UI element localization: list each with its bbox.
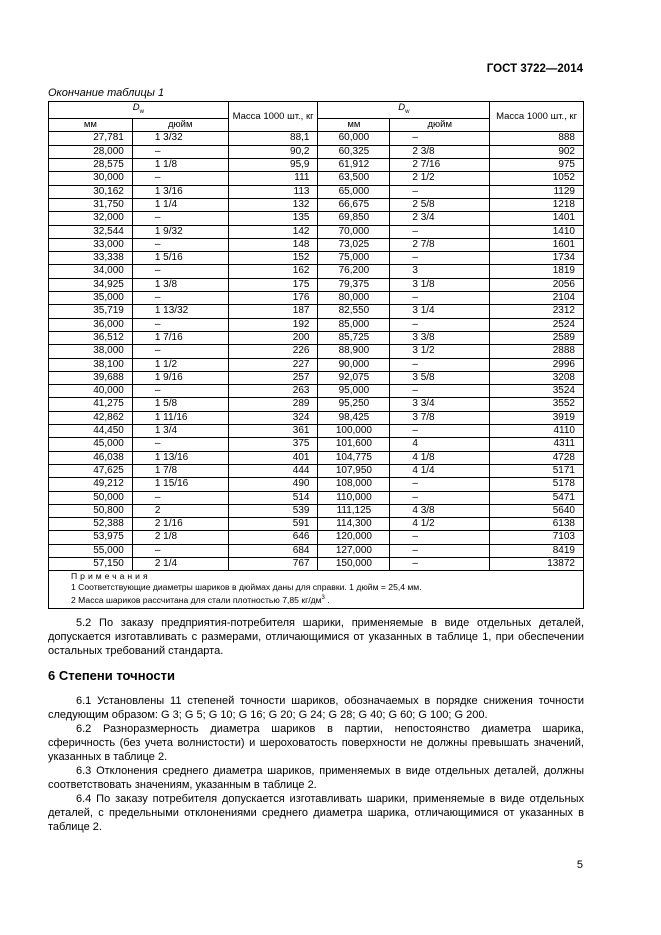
cell-inch: 2 1/8: [132, 531, 228, 544]
cell-mm: 45,000: [49, 438, 133, 451]
table-row: [49, 345, 584, 358]
cell-mm: 33,000: [49, 238, 133, 251]
cell-mass: 227: [228, 358, 318, 371]
cell-inch: 1 5/16: [132, 252, 228, 265]
table-row: [49, 318, 584, 331]
cell-mass-2: 1819: [490, 265, 584, 278]
cell-mass: 95,9: [228, 159, 318, 172]
table-row: [49, 305, 584, 318]
cell-inch-2: 3 1/8: [390, 278, 490, 291]
cell-mm: 44,450: [49, 425, 133, 438]
table-row: [49, 411, 584, 424]
cell-mass-2: 975: [490, 159, 584, 172]
cell-mass: 152: [228, 252, 318, 265]
cell-inch: 1 13/16: [132, 451, 228, 464]
cell-inch-2: 4 1/4: [390, 464, 490, 477]
cell-mass-2: 902: [490, 145, 584, 158]
cell-mm-2: 61,912: [318, 159, 390, 172]
cell-mm-2: 101,600: [318, 438, 390, 451]
cell-mm: 35,719: [49, 305, 133, 318]
cell-mass: 175: [228, 278, 318, 291]
cell-mm-2: 95,000: [318, 385, 390, 398]
paragraph-5-2-block: [48, 616, 584, 658]
cell-mass-2: 1129: [490, 185, 584, 198]
cell-mm: 57,150: [49, 557, 133, 570]
cell-mm-2: 108,000: [318, 478, 390, 491]
cell-mm-2: 76,200: [318, 265, 390, 278]
table-row: [49, 265, 584, 278]
cell-mass-2: 1734: [490, 252, 584, 265]
cell-mass-2: 2888: [490, 345, 584, 358]
cell-mass: 88,1: [228, 132, 318, 145]
table-row: [49, 464, 584, 477]
cell-mm: 49,212: [49, 478, 133, 491]
cell-mm: 50,000: [49, 491, 133, 504]
cell-inch: 2: [132, 504, 228, 517]
cell-mass: 90,2: [228, 145, 318, 158]
cell-inch: 1 15/16: [132, 478, 228, 491]
table-row: [49, 557, 584, 570]
document-header: ГОСТ 3722—2014: [486, 63, 583, 75]
mass-header-left: Масса 1000 шт., кг: [228, 102, 318, 132]
cell-inch: 1 3/32: [132, 132, 228, 145]
table-row: [49, 145, 584, 158]
cell-mass: 142: [228, 225, 318, 238]
cell-mass-2: 1601: [490, 238, 584, 251]
table-row: [49, 398, 584, 411]
cell-inch: 1 9/16: [132, 371, 228, 384]
table-row: [49, 252, 584, 265]
cell-inch: 1 7/8: [132, 464, 228, 477]
cell-mm: 55,000: [49, 544, 133, 557]
cell-mass-2: 2104: [490, 292, 584, 305]
paragraph-5-2: 5.2 По заказу предприятия-потребителя шарики, применяемые в виде отдельных деталей, допускается изготавливать с размерами, отличающимися от указанных в таблице 1, при обеспечении остальных требований стандарта.: [48, 617, 584, 657]
cell-inch-2: 3 1/4: [390, 305, 490, 318]
cell-mass: 113: [228, 185, 318, 198]
cell-mass: 257: [228, 371, 318, 384]
cell-inch-2: 4 1/2: [390, 518, 490, 531]
cell-mm: 30,162: [49, 185, 133, 198]
cell-inch-2: –: [390, 132, 490, 145]
cell-inch: –: [132, 172, 228, 185]
cell-mm: 41,275: [49, 398, 133, 411]
note-1: 1 Соответствующие диаметры шариков в дюймах даны для справки. 1 дюйм = 25,4 мм.: [71, 582, 422, 593]
cell-mm-2: 79,375: [318, 278, 390, 291]
cell-inch-2: 4: [390, 438, 490, 451]
cell-mass-2: 2312: [490, 305, 584, 318]
table-row: [49, 451, 584, 464]
notes-title: Примечания: [71, 571, 151, 582]
cell-mm-2: 60,000: [318, 132, 390, 145]
cell-mass-2: 13872: [490, 557, 584, 570]
cell-mm-2: 111,125: [318, 504, 390, 517]
cell-inch: –: [132, 438, 228, 451]
cell-mm: 46,038: [49, 451, 133, 464]
cell-inch: –: [132, 345, 228, 358]
cell-inch-2: –: [390, 491, 490, 504]
cell-mass-2: 1410: [490, 225, 584, 238]
cell-inch-2: –: [390, 358, 490, 371]
cell-mass: 646: [228, 531, 318, 544]
cell-inch: 1 7/16: [132, 331, 228, 344]
table-row: [49, 385, 584, 398]
table-row: [49, 238, 584, 251]
cell-mass-2: 6138: [490, 518, 584, 531]
cell-mm-2: 70,000: [318, 225, 390, 238]
cell-inch: –: [132, 265, 228, 278]
cell-inch: –: [132, 544, 228, 557]
table-row: [49, 212, 584, 225]
cell-inch: 1 13/32: [132, 305, 228, 318]
cell-mm: 35,000: [49, 292, 133, 305]
section-title: 6 Степени точности: [48, 668, 175, 683]
cell-mm: 31,750: [49, 198, 133, 211]
cell-mm-2: 60,325: [318, 145, 390, 158]
cell-mm: 36,000: [49, 318, 133, 331]
cell-inch: 1 1/8: [132, 159, 228, 172]
cell-mm: 50,800: [49, 504, 133, 517]
cell-mm-2: 127,000: [318, 544, 390, 557]
cell-inch-2: –: [390, 531, 490, 544]
cell-mm: 32,000: [49, 212, 133, 225]
table-notes: [49, 571, 584, 608]
cell-mass: 187: [228, 305, 318, 318]
cell-inch: –: [132, 238, 228, 251]
cell-mm-2: 104,775: [318, 451, 390, 464]
cell-mass-2: 8419: [490, 544, 584, 557]
cell-mass: 135: [228, 212, 318, 225]
cell-mm: 34,925: [49, 278, 133, 291]
table-row: [49, 491, 584, 504]
cell-inch: 1 11/16: [132, 411, 228, 424]
dw-header-right: $D_w$: [318, 102, 490, 119]
cell-mass-2: 7103: [490, 531, 584, 544]
unit-mm-left: мм: [49, 119, 133, 132]
cell-mass: 490: [228, 478, 318, 491]
cell-inch-2: 2 3/4: [390, 212, 490, 225]
cell-inch-2: 3 3/4: [390, 398, 490, 411]
cell-mass-2: 3208: [490, 371, 584, 384]
cell-inch-2: –: [390, 292, 490, 305]
cell-mm-2: 65,000: [318, 185, 390, 198]
cell-mass-2: 5471: [490, 491, 584, 504]
table-caption: Окончание таблицы 1: [48, 87, 165, 99]
cell-inch-2: 2 7/16: [390, 159, 490, 172]
cell-inch-2: –: [390, 318, 490, 331]
cell-inch-2: –: [390, 425, 490, 438]
cell-mass: 375: [228, 438, 318, 451]
cell-inch-2: 2 7/8: [390, 238, 490, 251]
cell-inch-2: 4 3/8: [390, 504, 490, 517]
cell-inch: 2 1/16: [132, 518, 228, 531]
cell-inch-2: –: [390, 385, 490, 398]
cell-inch-2: 2 1/2: [390, 172, 490, 185]
mass-header-right: Масса 1000 шт., кг: [490, 102, 584, 132]
cell-mm-2: 85,000: [318, 318, 390, 331]
page-number: 5: [576, 859, 583, 871]
cell-mm: 30,000: [49, 172, 133, 185]
cell-mm: 52,388: [49, 518, 133, 531]
cell-mass: 162: [228, 265, 318, 278]
cell-mm: 53,975: [49, 531, 133, 544]
cell-inch-2: 4 1/8: [390, 451, 490, 464]
table-row: [49, 132, 584, 145]
cell-mm: 42,862: [49, 411, 133, 424]
cell-mass: 361: [228, 425, 318, 438]
cell-mass-2: 5178: [490, 478, 584, 491]
cell-mass: 539: [228, 504, 318, 517]
cell-mm-2: 75,000: [318, 252, 390, 265]
table-row: [49, 504, 584, 517]
cell-mm: 27,781: [49, 132, 133, 145]
cell-mm-2: 90,000: [318, 358, 390, 371]
cell-mm: 39,688: [49, 371, 133, 384]
cell-inch: 1 1/4: [132, 198, 228, 211]
cell-inch-2: 2 5/8: [390, 198, 490, 211]
cell-inch: –: [132, 385, 228, 398]
cell-mass: 684: [228, 544, 318, 557]
cell-inch: 1 5/8: [132, 398, 228, 411]
cell-mass: 226: [228, 345, 318, 358]
cell-mass-2: 1218: [490, 198, 584, 211]
cell-mass: 591: [228, 518, 318, 531]
cell-mass: 324: [228, 411, 318, 424]
cell-mass: 132: [228, 198, 318, 211]
cell-inch: 1 1/2: [132, 358, 228, 371]
cell-mass: 444: [228, 464, 318, 477]
cell-mm: 34,000: [49, 265, 133, 278]
paragraph-6-4: 6.4 По заказу потребителя допускается изготавливать шарики, применяемые в виде отдельных деталей, с предельными отклонениями среднего диаметра шарика, отличающимися от указанных в таблице 2.: [48, 793, 584, 833]
table-row: [49, 172, 584, 185]
cell-inch-2: –: [390, 544, 490, 557]
cell-mm-2: 92,075: [318, 371, 390, 384]
cell-inch: –: [132, 145, 228, 158]
cell-mm-2: 66,675: [318, 198, 390, 211]
cell-inch-2: 2 3/8: [390, 145, 490, 158]
table-row: [49, 198, 584, 211]
table-row: [49, 358, 584, 371]
table-row: [49, 438, 584, 451]
cell-mm-2: 73,025: [318, 238, 390, 251]
cell-mm-2: 110,000: [318, 491, 390, 504]
table-row: [49, 425, 584, 438]
cell-mm-2: 95,250: [318, 398, 390, 411]
cell-mm: 36,512: [49, 331, 133, 344]
cell-mm-2: 107,950: [318, 464, 390, 477]
cell-mass-2: 888: [490, 132, 584, 145]
cell-inch: 1 3/16: [132, 185, 228, 198]
cell-mass-2: 2996: [490, 358, 584, 371]
cell-mm: 40,000: [49, 385, 133, 398]
cell-mm-2: 69,850: [318, 212, 390, 225]
cell-inch: 1 9/32: [132, 225, 228, 238]
cell-mass: 289: [228, 398, 318, 411]
cell-inch-2: 3 7/8: [390, 411, 490, 424]
cell-mm: 33,338: [49, 252, 133, 265]
section-6-body: [48, 694, 584, 834]
dw-header-left: $D_w$: [49, 102, 229, 119]
table-row: [49, 225, 584, 238]
cell-mass: 767: [228, 557, 318, 570]
cell-mass-2: 2056: [490, 278, 584, 291]
cell-mm-2: 82,550: [318, 305, 390, 318]
cell-inch: –: [132, 491, 228, 504]
cell-mm-2: 63,500: [318, 172, 390, 185]
paragraph-6-3: 6.3 Отклонения среднего диаметра шариков, применяемых в виде отдельных деталей, должны соответствовать значениям, указанным в таблице 2.: [48, 765, 584, 791]
paragraph-6-1: 6.1 Установлены 11 степеней точности шариков, обозначаемых в порядке снижения точности следующим образом: G 3; G 5; G 10; G 16; G 20; G 24; G 28; G 40; G 60; G 100; G 200.: [48, 695, 584, 721]
cell-mass-2: 3919: [490, 411, 584, 424]
cell-mass: 148: [228, 238, 318, 251]
cell-inch-2: –: [390, 185, 490, 198]
unit-mm-right: мм: [318, 119, 390, 132]
cell-mm-2: 85,725: [318, 331, 390, 344]
cell-mm: 38,100: [49, 358, 133, 371]
cell-mass-2: 4728: [490, 451, 584, 464]
cell-mm-2: 100,000: [318, 425, 390, 438]
table-row: [49, 371, 584, 384]
cell-mm: 38,000: [49, 345, 133, 358]
cell-mass: 200: [228, 331, 318, 344]
cell-mm: 32,544: [49, 225, 133, 238]
cell-mass-2: 1401: [490, 212, 584, 225]
cell-mm-2: 88,900: [318, 345, 390, 358]
cell-inch: 1 3/4: [132, 425, 228, 438]
table-row: [49, 331, 584, 344]
cell-mass-2: 3524: [490, 385, 584, 398]
cell-mm-2: 98,425: [318, 411, 390, 424]
cell-mm-2: 120,000: [318, 531, 390, 544]
data-table: [48, 101, 584, 609]
cell-mass-2: 5640: [490, 504, 584, 517]
cell-mm-2: 80,000: [318, 292, 390, 305]
paragraph-6-2: 6.2 Разноразмерность диаметра шариков в партии, непостоянство диаметра шарика, сферичность (без учета волнистости) и шероховатость поверхности не должны превышать значений, указанных в таблице 2.: [48, 723, 584, 763]
table-row: [49, 531, 584, 544]
cell-inch-2: 3 5/8: [390, 371, 490, 384]
note-2: 2 Масса шариков рассчитана для стали плотностью 7,85 $кг/дм^3$ .: [71, 594, 330, 605]
cell-inch: –: [132, 212, 228, 225]
cell-mass-2: 4110: [490, 425, 584, 438]
cell-mass-2: 3552: [490, 398, 584, 411]
cell-mass: 401: [228, 451, 318, 464]
cell-mass-2: 4311: [490, 438, 584, 451]
unit-inch-right: дюйм: [390, 119, 490, 132]
cell-mass-2: 2589: [490, 331, 584, 344]
cell-inch: 1 3/8: [132, 278, 228, 291]
cell-inch-2: 3 1/2: [390, 345, 490, 358]
cell-mass: 263: [228, 385, 318, 398]
table-notes-row: [49, 571, 584, 608]
cell-inch: –: [132, 318, 228, 331]
table-row: [49, 292, 584, 305]
cell-inch: –: [132, 292, 228, 305]
table-row: [49, 185, 584, 198]
cell-mm-2: 114,300: [318, 518, 390, 531]
cell-mass: 514: [228, 491, 318, 504]
table-row: [49, 159, 584, 172]
cell-inch: 2 1/4: [132, 557, 228, 570]
table-row: [49, 478, 584, 491]
table-body: [49, 132, 584, 571]
cell-mass: 176: [228, 292, 318, 305]
cell-inch-2: –: [390, 225, 490, 238]
cell-inch-2: –: [390, 557, 490, 570]
cell-inch-2: –: [390, 252, 490, 265]
cell-mm: 47,625: [49, 464, 133, 477]
cell-mass-2: 1052: [490, 172, 584, 185]
cell-inch-2: 3 3/8: [390, 331, 490, 344]
cell-mm-2: 150,000: [318, 557, 390, 570]
cell-mm: 28,000: [49, 145, 133, 158]
unit-inch-left: дюйм: [132, 119, 228, 132]
cell-mass-2: 2524: [490, 318, 584, 331]
table-row: [49, 544, 584, 557]
cell-inch-2: –: [390, 478, 490, 491]
table-row: [49, 518, 584, 531]
table-header-row: [49, 102, 584, 119]
table-row: [49, 278, 584, 291]
cell-inch-2: 3: [390, 265, 490, 278]
cell-mass: 192: [228, 318, 318, 331]
cell-mass-2: 5171: [490, 464, 584, 477]
cell-mm: 28,575: [49, 159, 133, 172]
cell-mass: 111: [228, 172, 318, 185]
